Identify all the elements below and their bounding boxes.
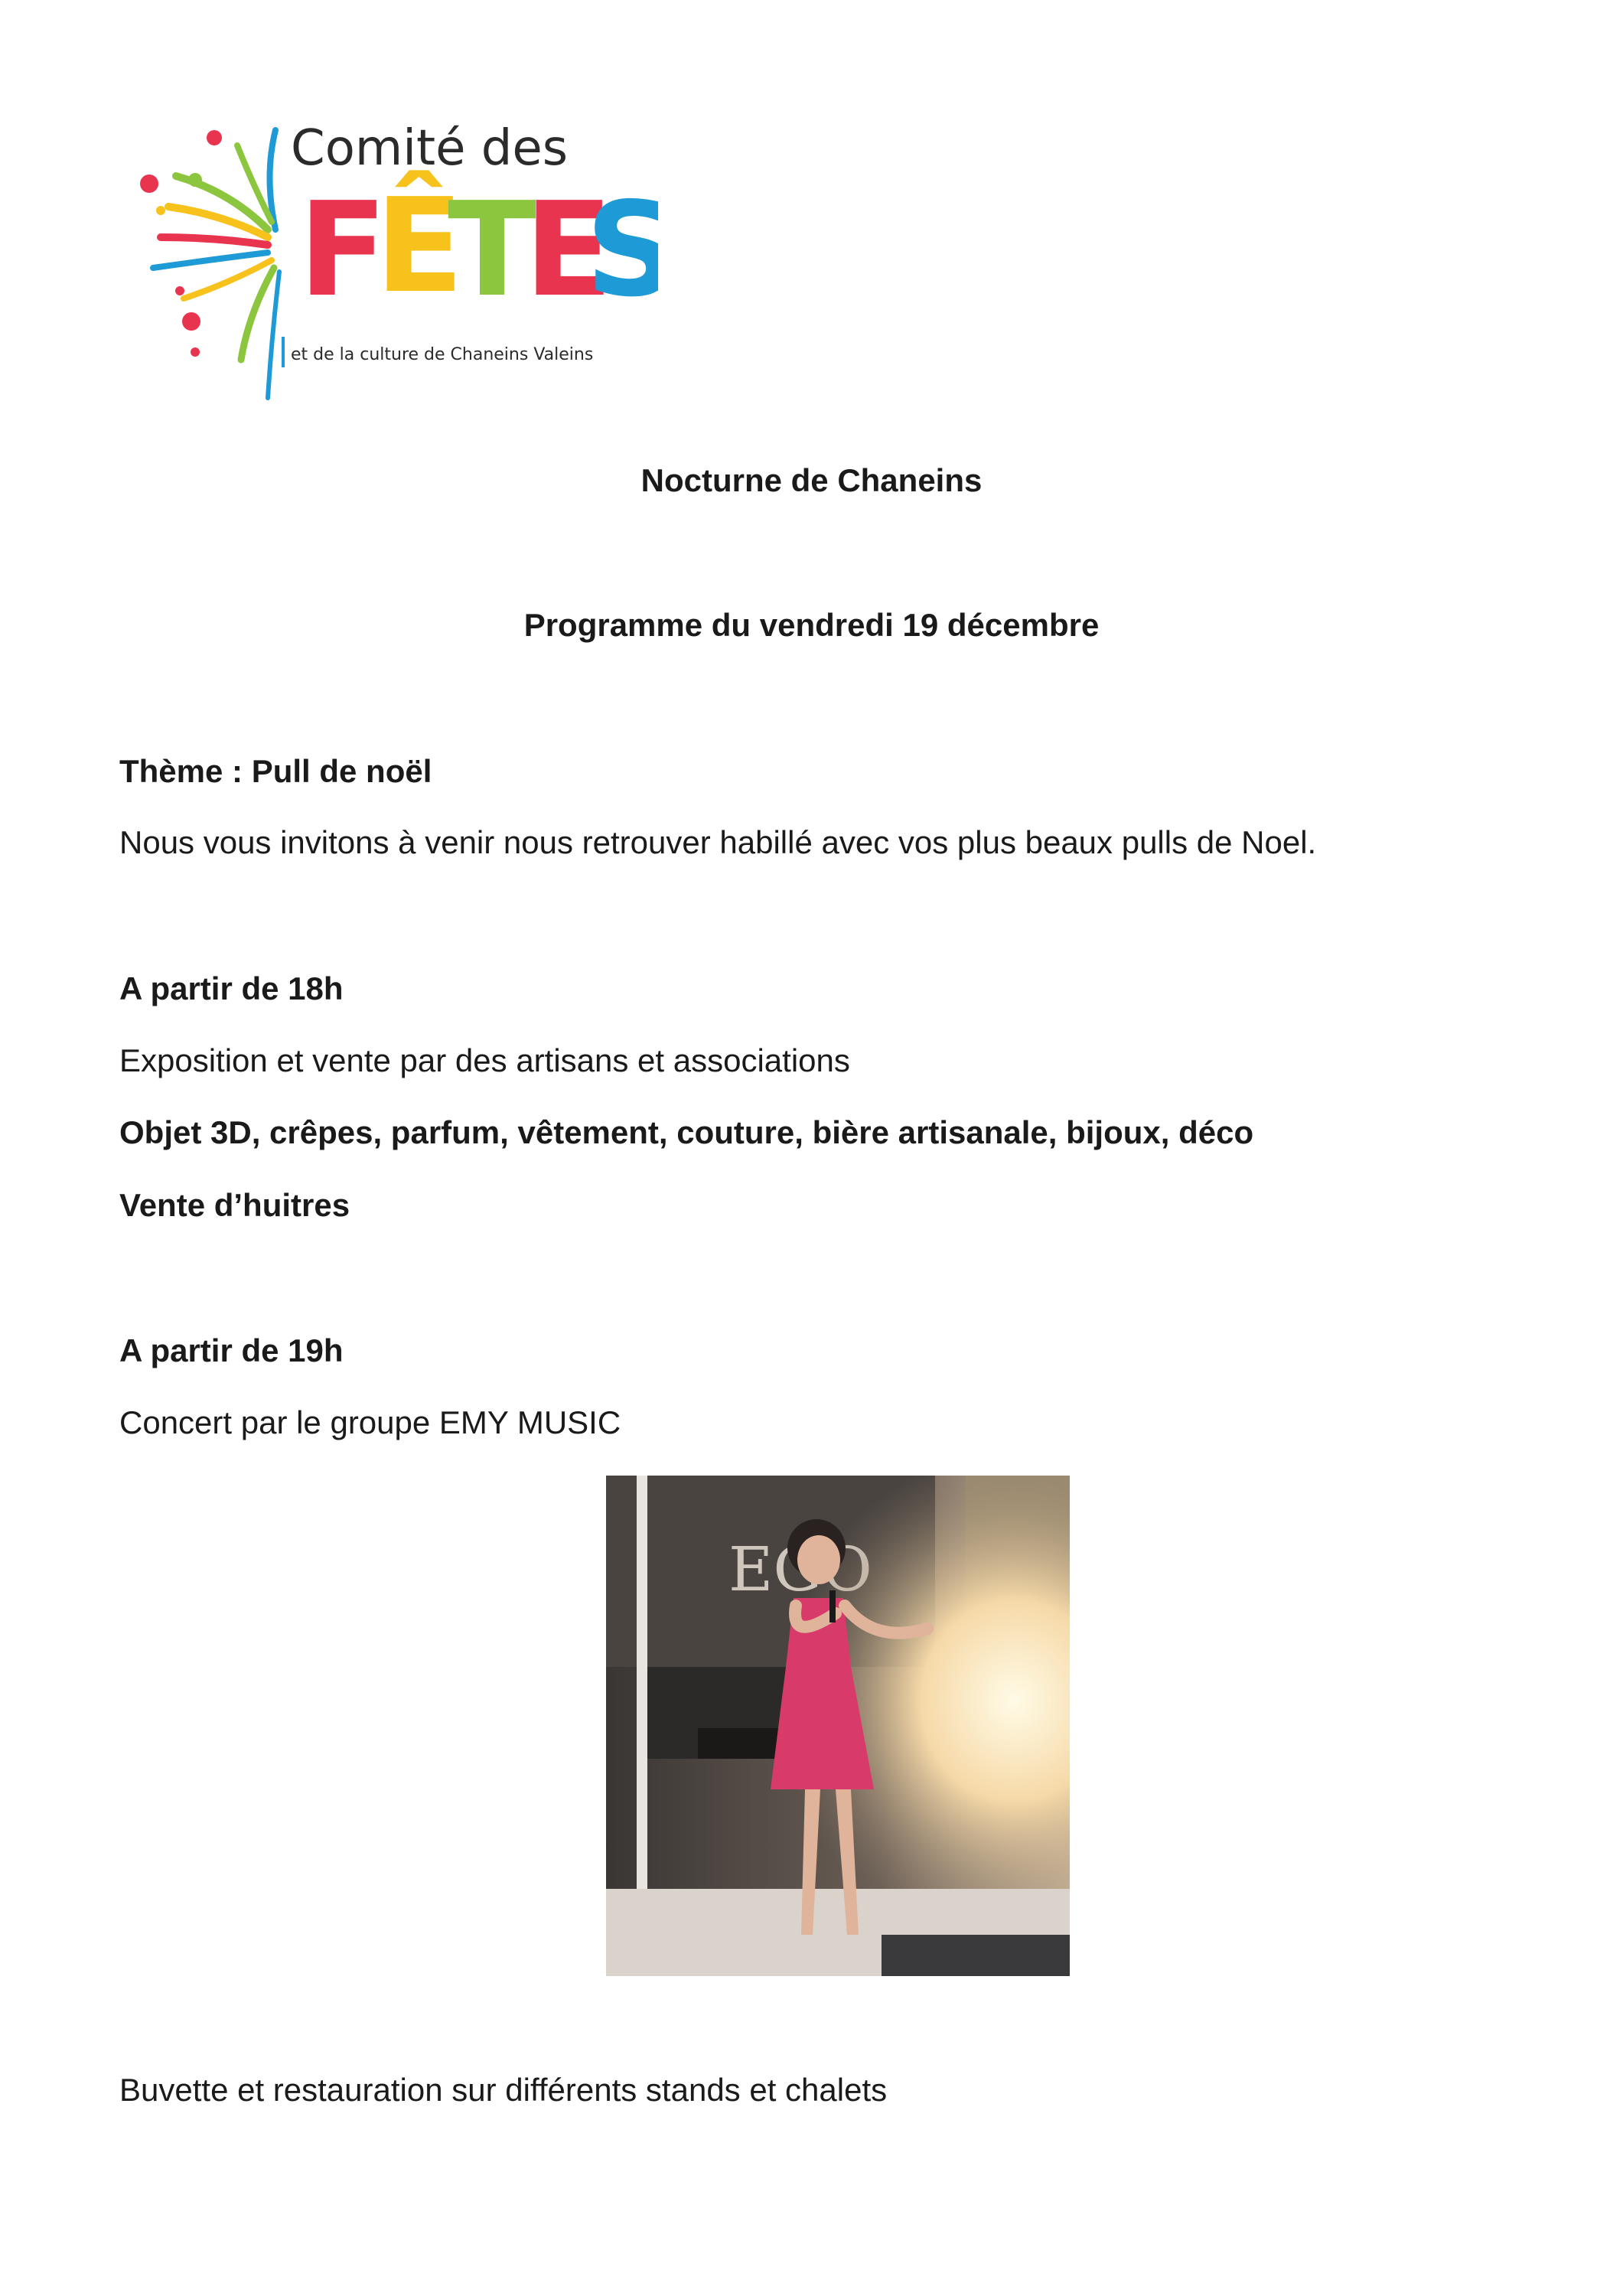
section-18h-line2: Objet 3D, crêpes, parfum, vêtement, couture, bière artisanale, bijoux, déco (119, 1114, 1254, 1150)
logo-fetes-e2: E (524, 174, 614, 326)
logo-subtitle: et de la culture de Chaneins Valeins (291, 345, 594, 364)
section-19h-heading: A partir de 19h (119, 1332, 344, 1368)
footer-text: Buvette et restauration sur différents stands et chalets (119, 2072, 888, 2108)
logo-fetes-f: F (298, 174, 388, 326)
firework-icon (140, 130, 279, 398)
logo-fetes-e: Ê (375, 171, 464, 322)
theme-text: Nous vous invitons à venir nous retrouver habillé avec vos plus beaux pulls de Noel. (119, 824, 1317, 860)
section-19h-line1: Concert par le groupe EMY MUSIC (119, 1404, 621, 1440)
theme-heading: Thème : Pull de noël (119, 753, 432, 789)
section-18h-heading: A partir de 18h (119, 970, 344, 1006)
comite-des-fetes-logo (122, 107, 658, 413)
section-18h-line1: Exposition et vente par des artisans et associations (119, 1042, 850, 1078)
logo-title: Comité des (291, 120, 569, 177)
page-title: Nocturne de Chaneins (640, 462, 983, 498)
logo-fetes-s: S (585, 174, 658, 326)
logo-fetes-t: T (448, 174, 536, 326)
section-18h-line3: Vente d’huitres (119, 1187, 350, 1223)
concert-photo (606, 1476, 1070, 1976)
page-subtitle: Programme du vendredi 19 décembre (523, 607, 1100, 643)
